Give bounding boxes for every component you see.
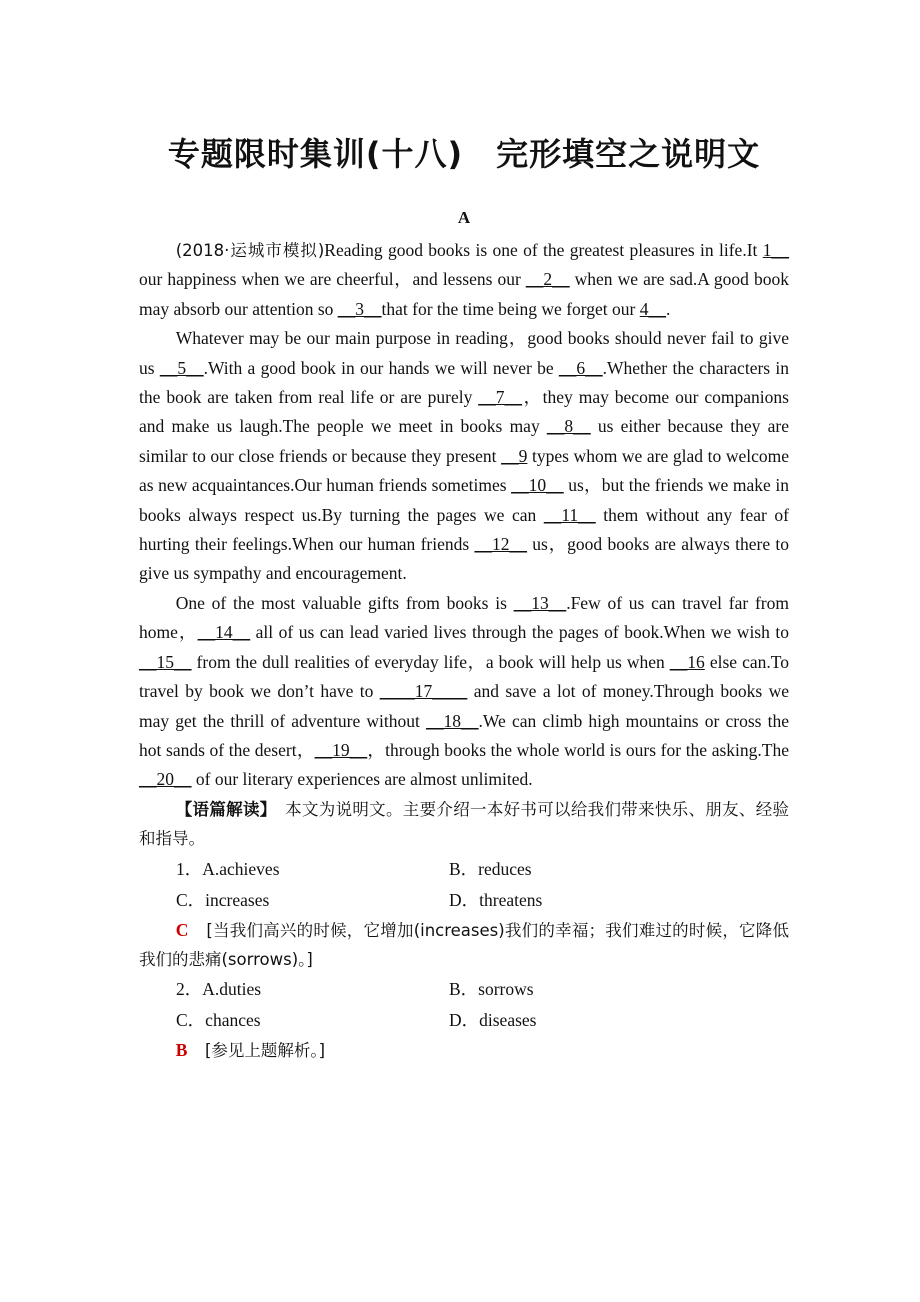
paragraph-1: (2018·运城市模拟)Reading good books is one of the greatest pleasures in life.It 1__ our happiness when we are cheerful，and lessens our __2__ when we are sad.A good book may absorb our attention so __3__that for the time being we forget our 4__. — [139, 236, 789, 324]
q2-option-d: D．diseases — [449, 1010, 537, 1031]
question-2-row-1 — [139, 974, 789, 1005]
q2-explanation — [139, 1036, 789, 1065]
paragraph-2: Whatever may be our main purpose in reading，good books should never fail to give us __5__.With a good book in our hands we will never be __6__.Whether the characters in the book are taken from real life or are purely __7__，they may become our companions and make us laugh.The people we meet in books may __8__ us either because they are similar to our close friends or because they present __9 types whom we are glad to welcome as new acquaintances.Our human friends sometimes __10__ us，but the friends we make in books always respect us.By turning the pages we can __11__ them without any fear of hurting their feelings.When our human friends __12__ us，good books are always there to give us sympathy and encouragement. — [139, 328, 789, 584]
blank-7: __7__ — [478, 387, 523, 408]
q1-option-d: D．threatens — [449, 889, 543, 910]
question-2-row-2 — [139, 1005, 789, 1036]
blank-11: __11__ — [543, 504, 596, 525]
reading-summary — [139, 795, 789, 854]
page-title: 专题限时集训(十八) 完形填空之说明文 — [167, 135, 761, 173]
blank-6: __6__ — [558, 357, 603, 378]
q2-option-b: B．sorrows — [449, 979, 534, 1000]
section-label: A — [457, 208, 471, 227]
blank-20: __20__ — [139, 769, 192, 790]
blank-14: __14__ — [197, 622, 251, 643]
q2-option-a: 2．A.duties — [176, 979, 262, 1000]
blank-9: __9 — [501, 445, 528, 466]
blank-18: __18__ — [426, 710, 479, 731]
reading-text: 本文为说明文。主要介绍一本好书可以给我们带来快乐、朋友、经验和指导。 — [139, 799, 790, 849]
question-1-row-2 — [139, 885, 789, 916]
blank-10: __10__ — [511, 475, 564, 496]
blank-19: __19__ — [314, 739, 368, 760]
source-note: (2018·运城市模拟) — [175, 241, 325, 260]
passage-body — [139, 236, 789, 1066]
blank-8: __8__ — [546, 416, 591, 437]
q2-answer: B — [175, 1040, 188, 1061]
q2-option-c: C．chances — [176, 1010, 261, 1031]
paragraph-3: One of the most valuable gifts from books is __13__.Few of us can travel far from home，__14__ all of us can lead varied lives through the pages of book.When we wish to __15__ from the dull realities of everyday life，a book will help us when __16 else can.To travel by book we don’t have to ____17____ and save a lot of money.Through books we may get the thrill of adventure without __18__.We can climb high mountains or cross the hot sands of the desert，__19__，through books the whole world is ours for the asking.The __20__ of our literary experiences are almost unlimited. — [139, 589, 789, 795]
blank-15: __15__ — [139, 651, 192, 672]
blank-17: ____17____ — [379, 681, 468, 702]
q1-option-a: 1．A.achieves — [176, 858, 280, 879]
q1-explain-text: [当我们高兴的时候，它增加(increases)我们的幸福；我们难过的时候，它降低我们的悲痛(sorrows)。] — [139, 920, 790, 969]
blank-1: 1__ — [762, 240, 789, 260]
q1-explanation — [139, 916, 789, 975]
q2-explain-text: [参见上题解析。] — [204, 1041, 326, 1061]
question-1-row-1 — [139, 854, 789, 885]
q1-option-c: C．increases — [176, 889, 270, 910]
reading-tag: 【语篇解读】 — [175, 799, 269, 819]
blank-16: __16 — [669, 651, 705, 672]
blank-2: __2__ — [525, 269, 570, 290]
blank-5: __5__ — [159, 357, 204, 378]
blank-12: __12__ — [474, 534, 527, 555]
blank-13: __13__ — [513, 592, 567, 613]
blank-4: 4__ — [639, 298, 666, 319]
blank-3: __3__ — [337, 298, 382, 319]
q1-option-b: B．reduces — [449, 858, 532, 879]
q1-answer: C — [175, 919, 189, 940]
